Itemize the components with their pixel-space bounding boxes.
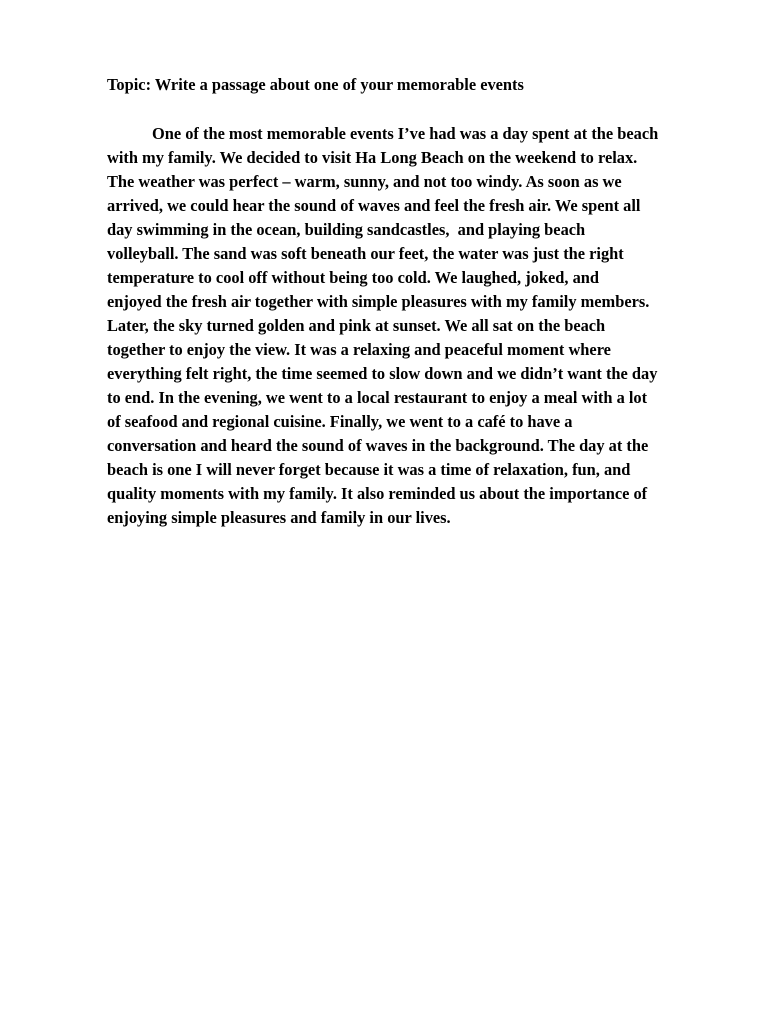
paragraph-line: temperature to cool off without being too cold. We laughed, joked, and bbox=[107, 268, 600, 287]
paragraph-line: quality moments with my family. It also reminded us about the importance of bbox=[107, 484, 648, 503]
paragraph-line: enjoying simple pleasures and family in our lives. bbox=[107, 508, 451, 527]
paragraph-line: beach is one I will never forget because it was a time of relaxation, fun, and bbox=[107, 460, 631, 479]
paragraph-line: Later, the sky turned golden and pink at sunset. We all sat on the beach bbox=[107, 316, 606, 335]
paragraph-line: to end. In the evening, we went to a local restaurant to enjoy a meal with a lot bbox=[107, 388, 648, 407]
paragraph-line: One of the most memorable events I’ve had was a day spent at the beach bbox=[152, 124, 659, 143]
paragraph-line: enjoyed the fresh air together with simple pleasures with my family members. bbox=[107, 292, 650, 311]
paragraph-line: The weather was perfect – warm, sunny, and not too windy. As soon as we bbox=[107, 172, 622, 191]
paragraph-line: with my family. We decided to visit Ha Long Beach on the weekend to relax. bbox=[107, 148, 638, 167]
paragraph-line: conversation and heard the sound of waves in the background. The day at the bbox=[107, 436, 649, 455]
paragraph-line: of seafood and regional cuisine. Finally, we went to a café to have a bbox=[107, 412, 573, 431]
paragraph-line: day swimming in the ocean, building sandcastles, and playing beach bbox=[107, 220, 586, 239]
paragraph-line: volleyball. The sand was soft beneath our feet, the water was just the right bbox=[107, 244, 624, 263]
essay-paragraph bbox=[107, 122, 707, 530]
paragraph-line: arrived, we could hear the sound of waves and feel the fresh air. We spent all bbox=[107, 196, 641, 215]
paragraph-line: together to enjoy the view. It was a relaxing and peaceful moment where bbox=[107, 340, 611, 359]
paragraph-line: everything felt right, the time seemed to slow down and we didn’t want the day bbox=[107, 364, 658, 383]
document-heading: Topic: Write a passage about one of your memorable events bbox=[107, 75, 524, 94]
